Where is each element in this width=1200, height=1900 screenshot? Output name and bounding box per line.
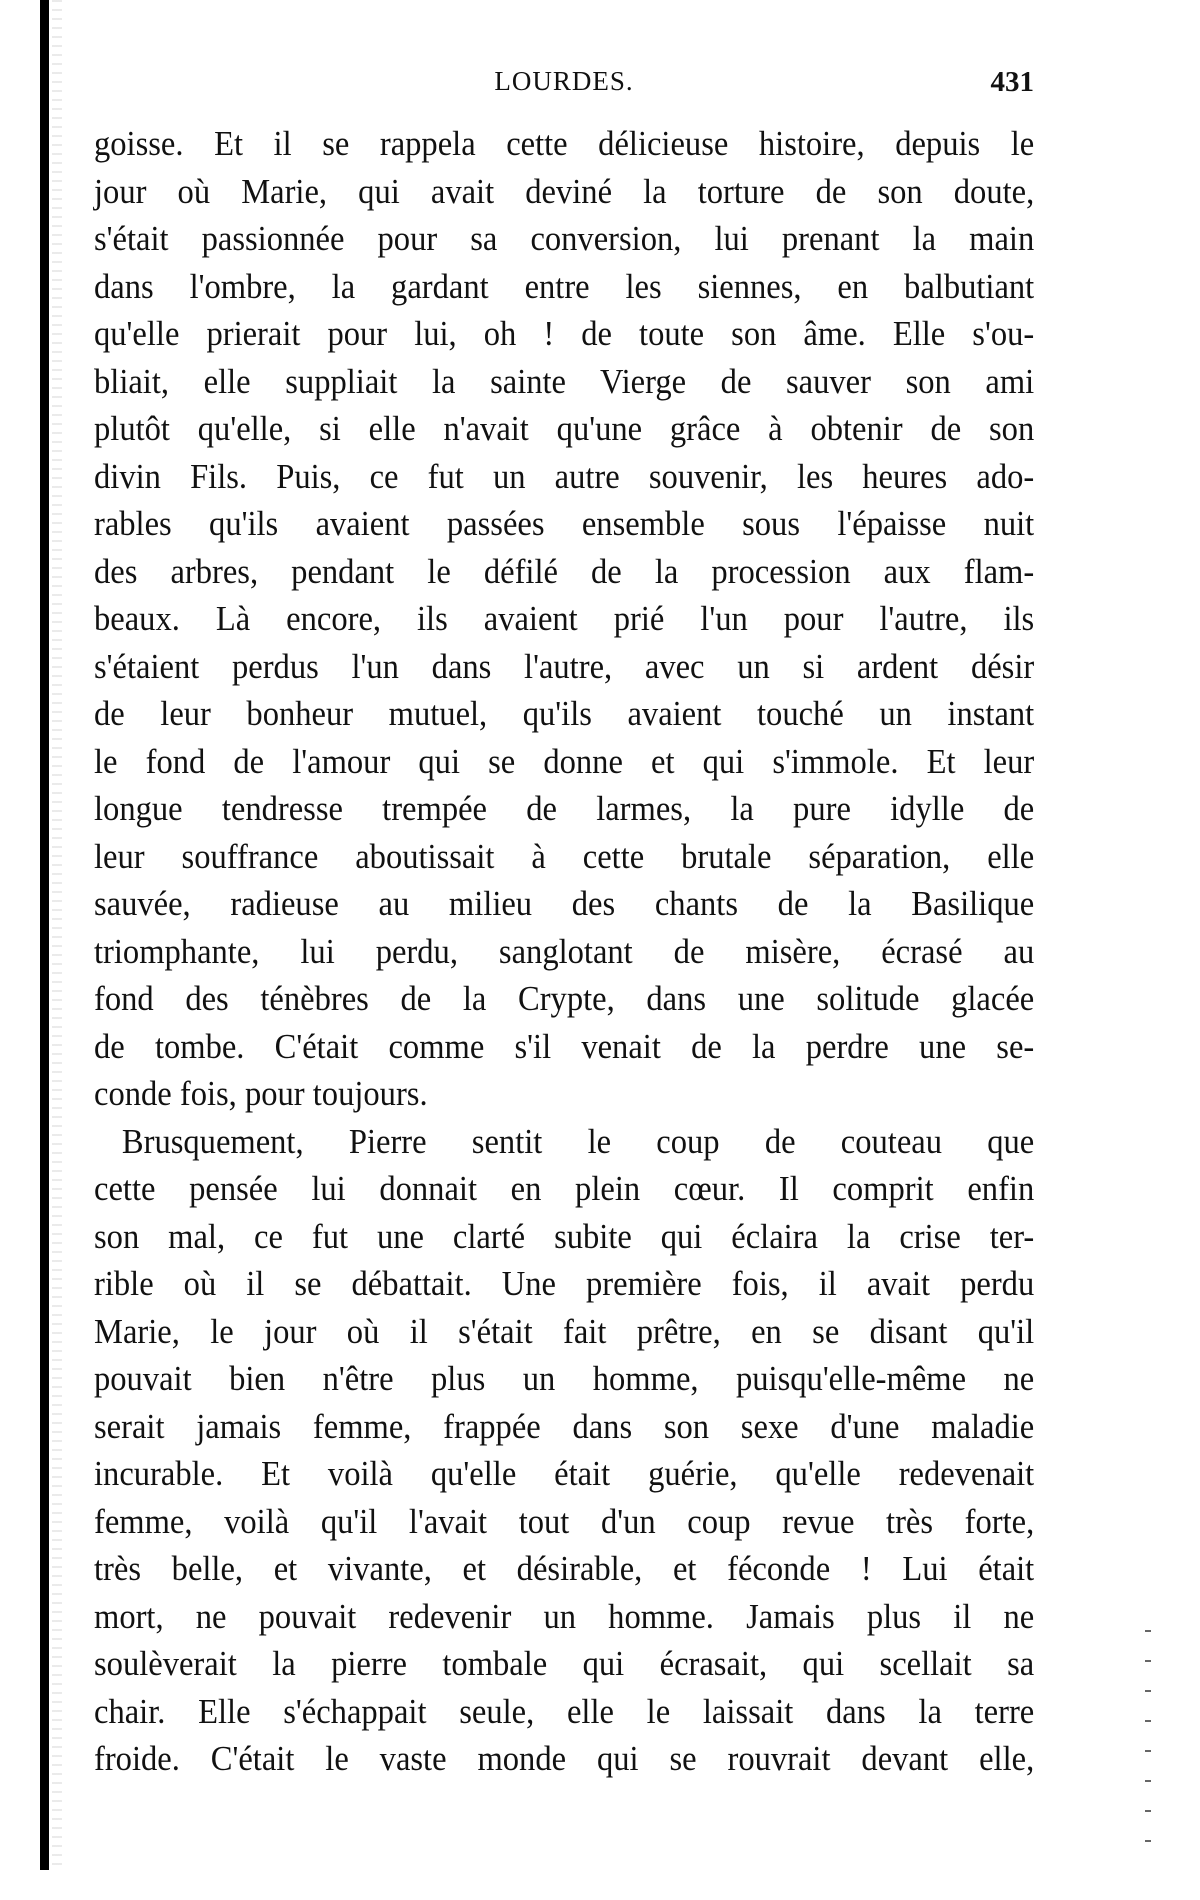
text-line: très belle, et vivante, et désirable, et féconde ! Lui était <box>94 1549 1035 1588</box>
text-line: bliait, elle suppliait la sainte Vierge de sauver son ami <box>94 361 1035 401</box>
text-line: sauvée, radieuse au milieu des chants de la Basilique <box>94 884 1035 923</box>
text-line: divin Fils. Puis, ce fut un autre souvenir, les heures ado- <box>94 456 1035 496</box>
text-line: Brusquement, Pierre sentit le coup de couteau que <box>121 1121 1035 1161</box>
text-line: rables qu'ils avaient passées ensemble sous l'épaisse nuit <box>94 504 1035 543</box>
binding-edge <box>40 0 49 1870</box>
text-line: pouvait bien n'être plus un homme, puisqu'elle-même ne <box>94 1359 1035 1398</box>
text-line: longue tendresse trempée de larmes, la pure idylle de <box>94 789 1035 828</box>
text-line: serait jamais femme, frappée dans son sexe d'une maladie <box>94 1406 1035 1446</box>
running-title: LOURDES. <box>494 66 634 96</box>
text-line: triomphante, lui perdu, sanglotant de misère, écrasé au <box>94 931 1035 971</box>
text-line: rible où il se débattait. Une première fois, il avait perdu <box>94 1264 1035 1303</box>
text-line: mort, ne pouvait redevenir un homme. Jamais plus il ne <box>94 1596 1035 1636</box>
text-line: beaux. Là encore, ils avaient prié l'un pour l'autre, ils <box>94 599 1035 638</box>
text-line: fond des ténèbres de la Crypte, dans une solitude glacée <box>94 979 1035 1018</box>
text-line: leur souffrance aboutissait à cette brutale séparation, elle <box>94 836 1035 876</box>
text-line: chair. Elle s'échappait seule, elle le laissait dans la terre <box>94 1691 1035 1731</box>
text-line: des arbres, pendant le défilé de la procession aux flam- <box>94 551 1035 591</box>
text-line: de leur bonheur mutuel, qu'ils avaient touché un instant <box>94 694 1035 733</box>
running-head <box>94 66 1034 106</box>
body-text <box>94 120 1034 1783</box>
text-line: son mal, ce fut une clarté subite qui éclaira la crise ter- <box>94 1216 1035 1256</box>
text-line: s'était passionnée pour sa conversion, lui prenant la main <box>94 219 1035 258</box>
text-line: soulèverait la pierre tombale qui écrasait, qui scellait sa <box>94 1644 1035 1683</box>
text-line: dans l'ombre, la gardant entre les siennes, en balbutiant <box>94 266 1035 306</box>
text-line: Marie, le jour où il s'était fait prêtre, en se disant qu'il <box>94 1311 1035 1351</box>
text-line: jour où Marie, qui avait deviné la torture de son doute, <box>94 171 1035 211</box>
text-line: goisse. Et il se rappela cette délicieuse histoire, depuis le <box>94 124 1035 163</box>
text-line: s'étaient perdus l'un dans l'autre, avec un si ardent désir <box>94 646 1035 686</box>
text-line: conde fois, pour toujours. <box>94 1074 428 1113</box>
text-line: froide. C'était le vaste monde qui se rouvrait devant elle, <box>94 1739 1035 1778</box>
text-line: femme, voilà qu'il l'avait tout d'un coup revue très forte, <box>94 1501 1035 1541</box>
paragraph <box>94 1118 1034 1783</box>
margin-marks <box>1145 1630 1151 1870</box>
text-line: de tombe. C'était comme s'il venait de la perdre une se- <box>94 1026 1035 1066</box>
text-line: qu'elle prierait pour lui, oh ! de toute son âme. Elle s'ou- <box>94 314 1035 353</box>
text-line: cette pensée lui donnait en plein cœur. Il comprit enfin <box>94 1169 1035 1208</box>
page-number: 431 <box>990 66 1034 98</box>
text-line: le fond de l'amour qui se donne et qui s'immole. Et leur <box>94 741 1035 781</box>
scan-noise <box>52 0 62 1870</box>
text-line: plutôt qu'elle, si elle n'avait qu'une grâce à obtenir de son <box>94 409 1035 448</box>
paragraph <box>94 120 1034 1118</box>
text-line: incurable. Et voilà qu'elle était guérie, qu'elle redevenait <box>94 1454 1035 1493</box>
